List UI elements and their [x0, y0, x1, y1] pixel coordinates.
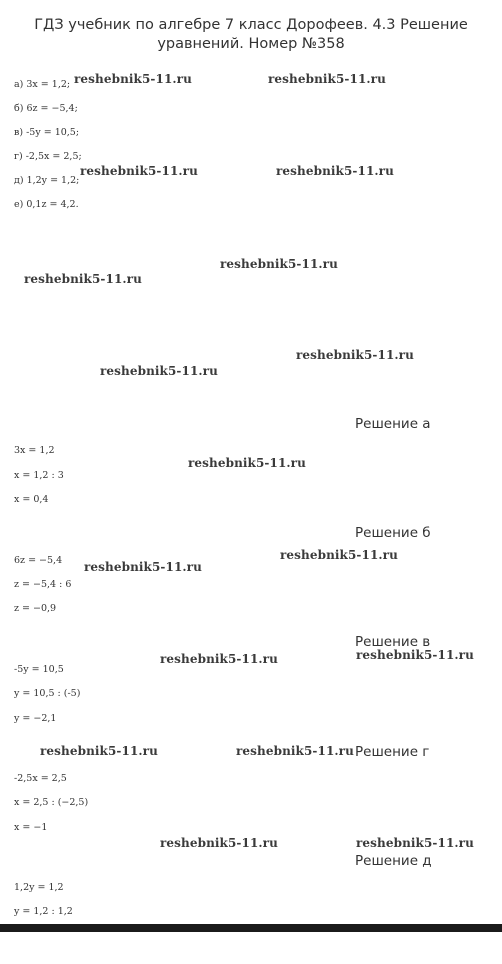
watermark: reshebnik5-11.ru: [356, 648, 474, 662]
task-item-v: в) -5y = 10,5;: [14, 127, 80, 138]
solution-b-step-3: z = −0,9: [14, 603, 57, 614]
solution-d-step-2: y = 1,2 : 1,2: [14, 906, 73, 917]
watermark: reshebnik5-11.ru: [80, 164, 198, 178]
watermark: reshebnik5-11.ru: [40, 744, 158, 758]
bottom-bar: [0, 924, 502, 932]
task-item-g: г) -2,5x = 2,5;: [14, 151, 82, 162]
watermark: reshebnik5-11.ru: [84, 560, 202, 574]
solution-g-step-2: x = 2,5 : (−2,5): [14, 797, 89, 808]
watermark: reshebnik5-11.ru: [100, 364, 218, 378]
watermark: reshebnik5-11.ru: [24, 272, 142, 286]
watermark: reshebnik5-11.ru: [74, 72, 192, 86]
watermark: reshebnik5-11.ru: [236, 744, 354, 758]
solution-b-step-2: z = −5,4 : 6: [14, 579, 72, 590]
solution-v-heading: Решение в: [355, 634, 431, 650]
watermark: reshebnik5-11.ru: [268, 72, 386, 86]
task-item-a: а) 3x = 1,2;: [14, 79, 71, 90]
watermark: reshebnik5-11.ru: [356, 836, 474, 850]
watermark: reshebnik5-11.ru: [160, 652, 278, 666]
solution-b-heading: Решение б: [355, 525, 431, 541]
task-item-b: б) 6z = −5,4;: [14, 103, 78, 114]
task-item-e: е) 0,1z = 4,2.: [14, 199, 79, 210]
page-title-line-1: ГДЗ учебник по алгебре 7 класс Дорофеев. 4.3 Решение: [34, 17, 468, 33]
watermark: reshebnik5-11.ru: [188, 456, 306, 470]
watermark: reshebnik5-11.ru: [280, 548, 398, 562]
solution-g-heading: Решение г: [355, 744, 430, 760]
solution-a-step-3: x = 0,4: [14, 494, 49, 505]
solution-v-step-2: y = 10,5 : (-5): [14, 688, 81, 699]
solution-v-step-3: y = −2,1: [14, 713, 57, 724]
solution-d-step-1: 1,2y = 1,2: [14, 882, 64, 893]
page-title: [0, 16, 502, 54]
solution-g-step-1: -2,5x = 2,5: [14, 773, 67, 784]
watermark: reshebnik5-11.ru: [276, 164, 394, 178]
solution-a-heading: Решение а: [355, 416, 431, 432]
solution-a-step-2: x = 1,2 : 3: [14, 470, 64, 481]
solution-d-heading: Решение д: [355, 853, 432, 869]
solution-a-step-1: 3x = 1,2: [14, 445, 55, 456]
watermark: reshebnik5-11.ru: [296, 348, 414, 362]
watermark: reshebnik5-11.ru: [220, 257, 338, 271]
watermark: reshebnik5-11.ru: [160, 836, 278, 850]
solution-g-step-3: x = −1: [14, 822, 48, 833]
task-item-d: д) 1,2y = 1,2;: [14, 175, 80, 186]
solution-v-step-1: -5y = 10,5: [14, 664, 64, 675]
solution-b-step-1: 6z = −5,4: [14, 555, 63, 566]
page-title-line-2: уравнений. Номер №358: [157, 36, 345, 52]
